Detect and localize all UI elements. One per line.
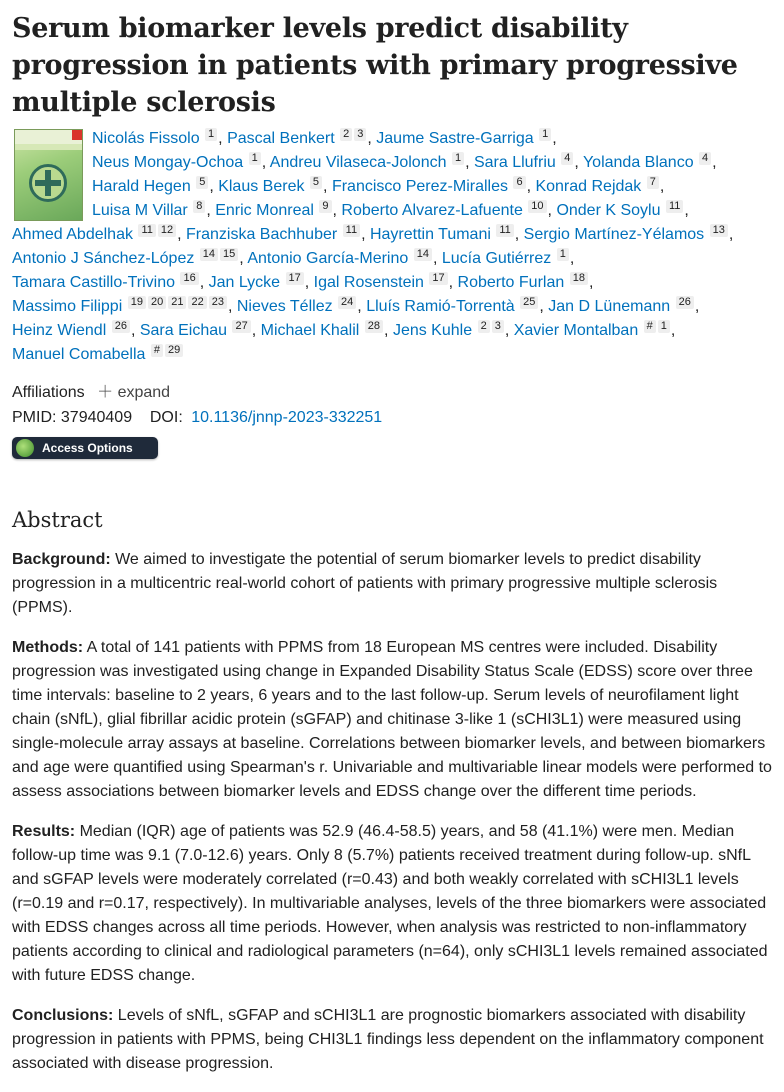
- author-link[interactable]: Sergio Martínez-Yélamos: [523, 226, 705, 243]
- affiliations-label: Affiliations: [12, 384, 85, 401]
- affiliation-number[interactable]: 2: [340, 128, 352, 141]
- author-link[interactable]: Jaume Sastre-Garriga: [376, 130, 534, 147]
- affiliation-number[interactable]: 22: [188, 296, 206, 309]
- affiliation-number[interactable]: 19: [128, 296, 146, 309]
- affiliation-number[interactable]: 15: [220, 248, 238, 261]
- author-separator: ,: [332, 202, 342, 219]
- author-link[interactable]: Yolanda Blanco: [582, 154, 694, 171]
- abstract-section: Conclusions: Levels of sNfL, sGFAP and sCHI3L1 are prognostic biomarkers associated with disability progression in patients with PPMS, being CHI3L1 findings less dependent on the inflammatory component associated with disease progression.: [12, 1007, 764, 1072]
- author-link[interactable]: Xavier Montalban: [513, 322, 639, 339]
- author-link[interactable]: Luisa M Villar: [92, 202, 188, 219]
- expand-label: expand: [117, 384, 171, 401]
- abstract-section-label: Results:: [12, 823, 76, 840]
- affiliation-number[interactable]: 14: [414, 248, 432, 261]
- author-link[interactable]: Harald Hegen: [92, 178, 191, 195]
- author-line: [12, 343, 772, 367]
- affiliation-number[interactable]: 5: [310, 176, 322, 189]
- affiliation-number[interactable]: 26: [112, 320, 130, 333]
- author-link[interactable]: Lluís Ramió-Torrentà: [366, 298, 515, 315]
- author-separator: ,: [209, 178, 219, 195]
- author-link[interactable]: Lucía Gutiérrez: [441, 250, 552, 267]
- author-separator: ,: [712, 154, 717, 171]
- author-link[interactable]: Heinz Wiendl: [12, 322, 107, 339]
- article-title: Serum biomarker levels predict disability progression in patients with primary progressive multiple sclerosis: [12, 13, 738, 118]
- author-link[interactable]: Manuel Comabella: [12, 346, 146, 363]
- author-link[interactable]: Antonio J Sánchez-López: [12, 250, 195, 267]
- author-link[interactable]: Massimo Filippi: [12, 298, 123, 315]
- affiliation-number[interactable]: #: [151, 344, 163, 357]
- author-link[interactable]: Nieves Téllez: [236, 298, 333, 315]
- affiliation-number[interactable]: 20: [148, 296, 166, 309]
- author-link[interactable]: Jan Lycke: [208, 274, 281, 291]
- author-line: [12, 151, 772, 175]
- author-separator: ,: [361, 226, 370, 243]
- author-separator: ,: [432, 250, 442, 267]
- affiliations-expand-button[interactable]: [97, 384, 170, 401]
- access-options-label: Access Options: [42, 441, 133, 455]
- abstract-section-label: Methods:: [12, 639, 84, 656]
- author-link[interactable]: Antonio García-Merino: [247, 250, 409, 267]
- author-link[interactable]: Ahmed Abdelhak: [12, 226, 133, 243]
- author-separator: ,: [504, 322, 514, 339]
- author-link[interactable]: Pascal Benkert: [227, 130, 335, 147]
- author-separator: ,: [384, 322, 393, 339]
- author-separator: ,: [684, 202, 689, 219]
- affiliation-number[interactable]: 1: [249, 152, 261, 165]
- author-separator: ,: [206, 202, 216, 219]
- author-separator: ,: [239, 250, 248, 267]
- author-link[interactable]: Michael Khalil: [260, 322, 360, 339]
- author-link[interactable]: Roberto Furlan: [457, 274, 565, 291]
- affiliation-number[interactable]: 17: [429, 272, 447, 285]
- author-list: [12, 127, 772, 367]
- affiliation-number[interactable]: 2: [478, 320, 490, 333]
- author-separator: ,: [526, 178, 536, 195]
- author-separator: ,: [357, 298, 367, 315]
- author-separator: ,: [367, 130, 377, 147]
- affiliation-number[interactable]: 11: [138, 224, 155, 237]
- author-separator: ,: [694, 298, 700, 315]
- affiliation-number[interactable]: 5: [196, 176, 208, 189]
- author-separator: ,: [199, 274, 209, 291]
- author-link[interactable]: Tamara Castillo-Trivino: [12, 274, 175, 291]
- affiliation-number[interactable]: 24: [338, 296, 356, 309]
- author-separator: ,: [588, 274, 594, 291]
- author-line: [12, 223, 772, 247]
- affiliation-number[interactable]: 4: [699, 152, 711, 165]
- author-separator: ,: [514, 226, 524, 243]
- affiliation-number[interactable]: 1: [452, 152, 464, 165]
- affiliation-number[interactable]: 11: [666, 200, 683, 213]
- author-line: [12, 175, 772, 199]
- author-separator: ,: [177, 226, 186, 243]
- affiliation-number[interactable]: 17: [286, 272, 304, 285]
- affiliation-number[interactable]: 21: [168, 296, 186, 309]
- author-line: [12, 319, 772, 343]
- author-link[interactable]: Nicolás Fissolo: [92, 130, 200, 147]
- author-separator: ,: [218, 130, 228, 147]
- pmid-label: PMID:: [12, 409, 57, 426]
- author-separator: ,: [659, 178, 665, 195]
- author-line: [12, 271, 772, 295]
- affiliation-number[interactable]: 1: [658, 320, 670, 333]
- author-line: [12, 199, 772, 223]
- access-options-button[interactable]: [12, 437, 158, 459]
- authors-block: [12, 127, 772, 367]
- affiliation-number[interactable]: 23: [209, 296, 227, 309]
- affiliation-number[interactable]: 1: [557, 248, 569, 261]
- article-page: [12, 0, 772, 1092]
- affiliation-number[interactable]: 29: [165, 344, 183, 357]
- pmid-value: 37940409: [60, 409, 133, 426]
- author-separator: ,: [251, 322, 261, 339]
- author-separator: ,: [539, 298, 549, 315]
- author-link[interactable]: Igal Rosenstein: [313, 274, 424, 291]
- author-link[interactable]: Hayrettin Tumani: [369, 226, 491, 243]
- author-link[interactable]: Roberto Alvarez-Lafuente: [341, 202, 523, 219]
- author-separator: ,: [261, 154, 270, 171]
- author-separator: ,: [728, 226, 734, 243]
- journal-cover-icon[interactable]: [14, 129, 83, 221]
- affiliation-number[interactable]: 8: [193, 200, 205, 213]
- abstract-section: Results: Median (IQR) age of patients was 52.9 (46.4-58.5) years, and 58 (41.1%) were men. Median follow-up time was 9.1 (7.0-12.6) years. Only 8 (5.7%) patients received treatment during follow-up. sNfL and sGFAP levels were moderately correlated (r=0.43) and both weakly correlated with sCHI3L1 levels (r=0.19 and r=0.17, respectively). In multivariable analyses, levels of the three biomarkers were associated with EDSS changes across all time periods. However, when analysis was restricted to non-inflammatory patients according to clinical and radiological parameters (n=64), only sCHI3L1 levels remained associated with future EDSS change.: [12, 823, 768, 984]
- affiliation-number[interactable]: 11: [343, 224, 360, 237]
- affiliation-number[interactable]: 16: [180, 272, 198, 285]
- author-link[interactable]: Enric Monreal: [215, 202, 314, 219]
- author-separator: ,: [569, 250, 575, 267]
- author-separator: ,: [323, 178, 332, 195]
- affiliation-number[interactable]: 3: [354, 128, 366, 141]
- affiliation-number[interactable]: 10: [528, 200, 546, 213]
- affiliation-number[interactable]: 14: [200, 248, 218, 261]
- doi-label: DOI:: [149, 409, 183, 426]
- author-separator: ,: [574, 154, 583, 171]
- affiliation-number[interactable]: 11: [496, 224, 513, 237]
- affiliation-number[interactable]: 27: [232, 320, 250, 333]
- author-separator: ,: [130, 322, 140, 339]
- author-link[interactable]: Onder K Soylu: [556, 202, 661, 219]
- author-link[interactable]: Francisco Perez-Miralles: [331, 178, 508, 195]
- affiliation-number[interactable]: 9: [319, 200, 331, 213]
- author-separator: ,: [304, 274, 314, 291]
- abstract-section-label: Conclusions:: [12, 1007, 114, 1024]
- author-link[interactable]: Konrad Rejdak: [535, 178, 642, 195]
- identifiers-row: [12, 405, 772, 431]
- abstract-section: Background: We aimed to investigate the potential of serum biomarker levels to predict disability progression in a multicentric real-world cohort of patients with primary progressive multiple sclerosis (PPMS).: [12, 551, 718, 616]
- affiliation-number[interactable]: 26: [676, 296, 694, 309]
- abstract-section-label: Background:: [12, 551, 111, 568]
- author-line: [12, 247, 772, 271]
- abstract-body: [12, 548, 772, 1076]
- affiliation-number[interactable]: 4: [561, 152, 573, 165]
- affiliation-number[interactable]: 25: [520, 296, 538, 309]
- author-link[interactable]: Klaus Berek: [218, 178, 305, 195]
- author-link[interactable]: Sara Llufriu: [473, 154, 556, 171]
- author-separator: ,: [227, 298, 237, 315]
- author-link[interactable]: Franziska Bachhuber: [186, 226, 338, 243]
- affiliation-number[interactable]: 13: [710, 224, 728, 237]
- affiliations-row: [12, 381, 772, 405]
- abstract-section: Methods: A total of 141 patients with PPMS from 18 European MS centres were included. Disability progression was investigated using change in Expanded Disability Status Scale (EDSS) score over three time intervals: baseline to 2 years, 6 years and to the last follow-up. Serum levels of neurofilament light chain (sNfL), glial fibrillar acidic protein (sGFAP) and chitinase 3-like 1 (sCHI3L1) were measured using single-molecule array assays at baseline. Correlations between biomarker levels, and between biomarkers and age were quantified using Spearman's r. Univariable and multivariable linear models were performed to assess associations between biomarker levels and EDSS change over the different time periods.: [12, 639, 772, 800]
- affiliation-number[interactable]: 1: [205, 128, 217, 141]
- affiliation-number[interactable]: 28: [365, 320, 383, 333]
- affiliation-number[interactable]: 7: [647, 176, 659, 189]
- author-separator: ,: [547, 202, 557, 219]
- author-line: [12, 127, 772, 151]
- affiliation-number[interactable]: 1: [539, 128, 551, 141]
- affiliation-number[interactable]: #: [644, 320, 656, 333]
- affiliation-number[interactable]: 3: [492, 320, 504, 333]
- doi-link[interactable]: 10.1136/jnnp-2023-332251: [191, 409, 383, 426]
- author-link[interactable]: Andreu Vilaseca-Jolonch: [269, 154, 447, 171]
- author-link[interactable]: Neus Mongay-Ochoa: [92, 154, 244, 171]
- author-link[interactable]: Jan D Lünemann: [548, 298, 671, 315]
- affiliation-number[interactable]: 6: [513, 176, 525, 189]
- author-separator: ,: [465, 154, 474, 171]
- author-separator: ,: [448, 274, 458, 291]
- affiliation-number[interactable]: 12: [158, 224, 176, 237]
- author-link[interactable]: Jens Kuhle: [392, 322, 473, 339]
- affiliation-number[interactable]: 18: [570, 272, 588, 285]
- author-link[interactable]: Sara Eichau: [139, 322, 228, 339]
- droplet-icon: [16, 439, 34, 457]
- author-line: [12, 295, 772, 319]
- abstract-heading: Abstract: [12, 508, 103, 532]
- author-separator: ,: [670, 322, 676, 339]
- author-separator: ,: [552, 130, 557, 147]
- plus-icon: ＋: [97, 384, 114, 401]
